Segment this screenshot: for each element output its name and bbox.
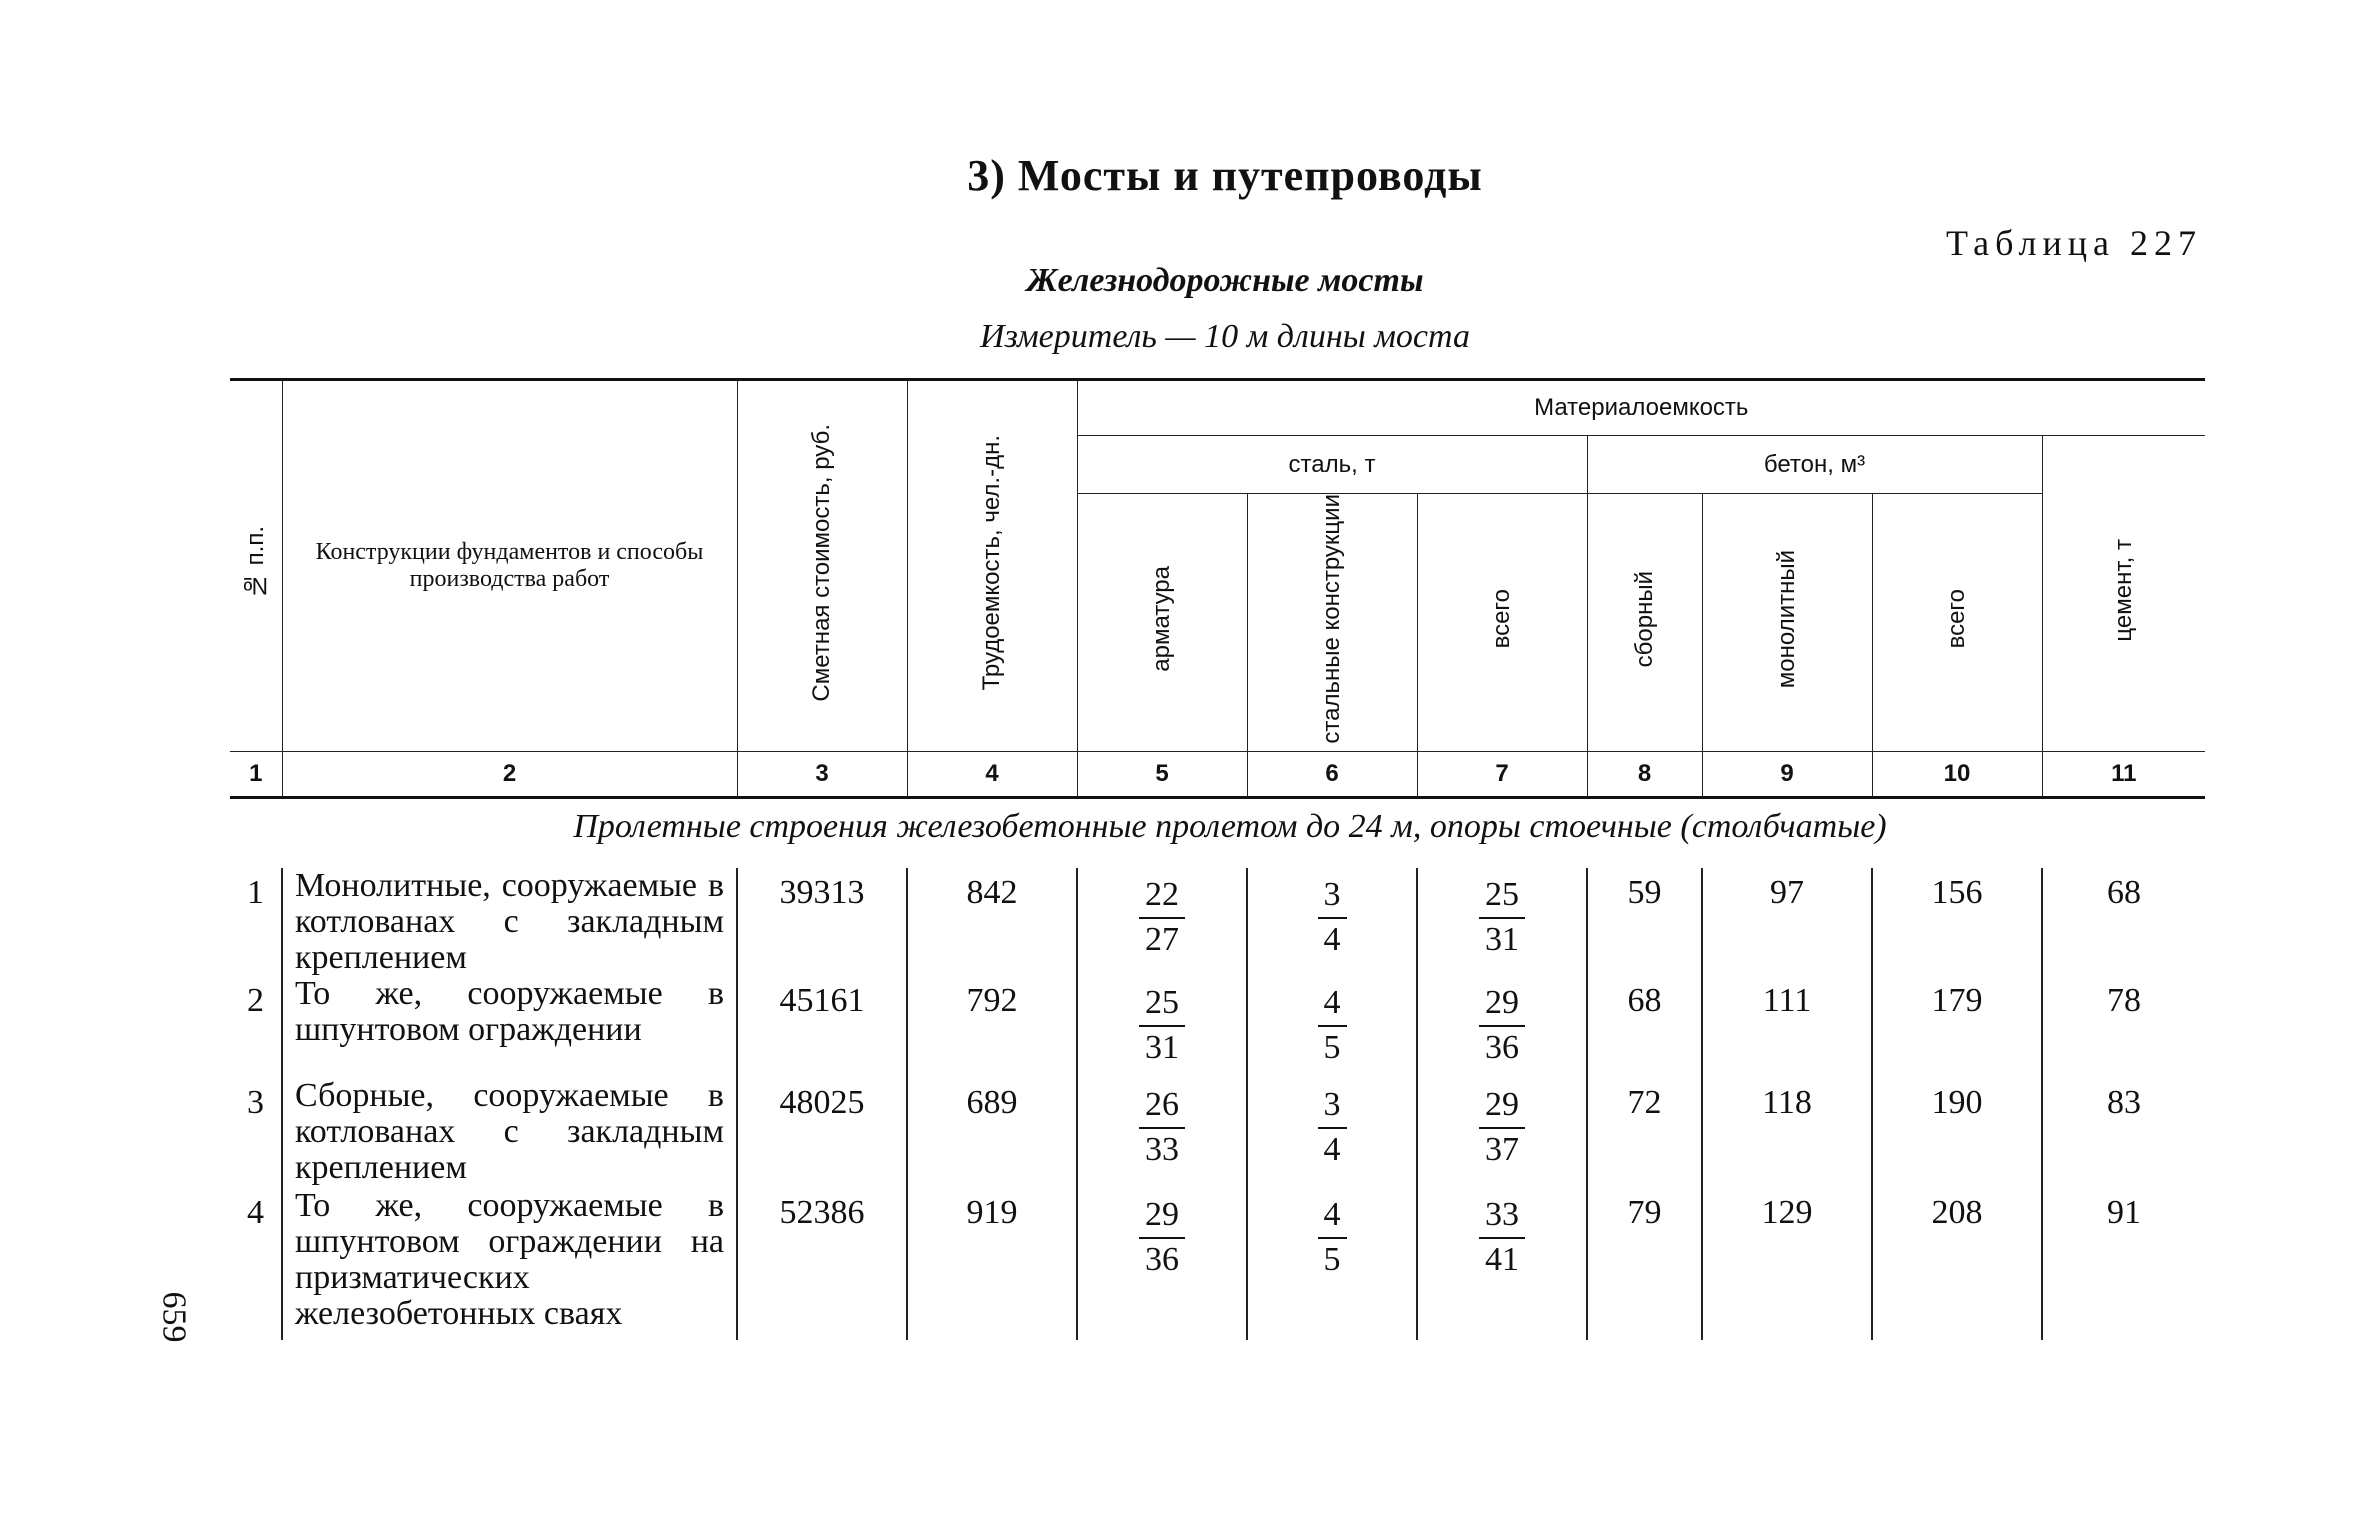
column-number: 11 <box>2042 751 2205 797</box>
monolithic-value: 97 <box>1702 868 1872 976</box>
fraction-denominator: 33 <box>1145 1130 1179 1168</box>
section-title: 3) Мосты и путепроводы <box>967 151 1483 200</box>
header-num: № п.п. <box>230 380 282 752</box>
header-labor: Трудоемкость, чел.-дн. <box>907 380 1077 752</box>
concrete-total-value: 208 <box>1872 1188 2042 1340</box>
header-precast: сборный <box>1587 494 1702 752</box>
labor-value: 919 <box>907 1188 1077 1340</box>
monolithic-value: 118 <box>1702 1078 1872 1188</box>
fraction-denominator: 5 <box>1323 1240 1341 1278</box>
labor-value: 792 <box>907 976 1077 1078</box>
cement-value: 68 <box>2042 868 2205 976</box>
steel-structures-value <box>1247 1188 1417 1340</box>
fraction-numerator: 25 <box>1139 982 1185 1027</box>
cement-value: 91 <box>2042 1188 2205 1340</box>
reinforcement-value <box>1077 976 1247 1078</box>
steel-structures-value <box>1247 868 1417 976</box>
fraction-numerator: 3 <box>1318 874 1347 919</box>
labor-value: 842 <box>907 868 1077 976</box>
fraction-numerator: 29 <box>1479 1084 1525 1129</box>
fraction-denominator: 4 <box>1323 1130 1341 1168</box>
column-number: 6 <box>1247 751 1417 797</box>
labor-value: 689 <box>907 1078 1077 1188</box>
table-row <box>230 976 2205 1078</box>
page-number: 659 <box>155 1291 193 1343</box>
header-cement: цемент, т <box>2042 436 2205 752</box>
fraction-numerator: 29 <box>1139 1194 1185 1239</box>
row-number: 2 <box>247 982 264 1020</box>
table-subtitle: Железнодорожные мосты <box>1026 262 1424 299</box>
steel-total-value <box>1417 868 1587 976</box>
measure-unit: Измеритель — 10 м длины моста <box>980 318 1470 355</box>
steel-total-value <box>1417 976 1587 1078</box>
fraction-denominator: 31 <box>1485 920 1519 958</box>
steel-total-value <box>1417 1188 1587 1340</box>
fraction-denominator: 37 <box>1485 1130 1519 1168</box>
fraction-denominator: 36 <box>1485 1028 1519 1066</box>
header-steel: сталь, т <box>1077 436 1587 494</box>
column-number: 3 <box>737 751 907 797</box>
cement-value: 78 <box>2042 976 2205 1078</box>
precast-value: 59 <box>1587 868 1702 976</box>
steel-structures-value <box>1247 1078 1417 1188</box>
row-number: 4 <box>247 1194 264 1232</box>
fraction-denominator: 31 <box>1145 1028 1179 1066</box>
header-concrete-total: всего <box>1872 494 2042 752</box>
steel-total-value <box>1417 1078 1587 1188</box>
row-description: То же, сооружаемые в шпунтовом ограждении <box>282 976 737 1078</box>
header-steel-total: всего <box>1417 494 1587 752</box>
reinforcement-value <box>1077 1078 1247 1188</box>
column-number: 5 <box>1077 751 1247 797</box>
precast-value: 72 <box>1587 1078 1702 1188</box>
concrete-total-value: 156 <box>1872 868 2042 976</box>
column-number: 7 <box>1417 751 1587 797</box>
row-description: То же, сооружаемые в шпунтовом ограждении на призматических железобетонных сваях <box>282 1188 737 1340</box>
column-number: 8 <box>1587 751 1702 797</box>
cost-value: 48025 <box>737 1078 907 1188</box>
row-description: Монолитные, сооружаемые в котлованах с закладным креплением <box>282 868 737 976</box>
header-materials: Материалоемкость <box>1077 380 2205 436</box>
column-number: 1 <box>230 751 282 797</box>
monolithic-value: 129 <box>1702 1188 1872 1340</box>
fraction-numerator: 22 <box>1139 874 1185 919</box>
concrete-total-value: 190 <box>1872 1078 2042 1188</box>
column-number: 10 <box>1872 751 2042 797</box>
header-table <box>230 378 2205 799</box>
fraction-denominator: 27 <box>1145 920 1179 958</box>
fraction-numerator: 25 <box>1479 874 1525 919</box>
header-monolithic: монолитный <box>1702 494 1872 752</box>
data-table <box>230 868 2205 1340</box>
header-concrete: бетон, м³ <box>1587 436 2042 494</box>
section-heading: Пролетные строения железобетонные пролетом до 24 м, опоры стоечные (столбчатые) <box>573 808 1887 845</box>
header-steel-structures: стальные конструкции <box>1247 494 1417 752</box>
row-number: 1 <box>247 874 264 911</box>
header-cost: Сметная стоимость, руб. <box>737 380 907 752</box>
cost-value: 52386 <box>737 1188 907 1340</box>
table-row <box>230 1188 2205 1340</box>
table-number: Таблица 227 <box>1946 223 2202 263</box>
cost-value: 45161 <box>737 976 907 1078</box>
cement-value: 83 <box>2042 1078 2205 1188</box>
reinforcement-value <box>1077 868 1247 976</box>
fraction-denominator: 5 <box>1323 1028 1341 1066</box>
fraction-denominator: 4 <box>1323 920 1341 958</box>
steel-structures-value <box>1247 976 1417 1078</box>
fraction-numerator: 33 <box>1479 1194 1525 1239</box>
column-number: 4 <box>907 751 1077 797</box>
column-numbers-row <box>230 751 2205 797</box>
table-row <box>230 1078 2205 1188</box>
precast-value: 79 <box>1587 1188 1702 1340</box>
fraction-numerator: 29 <box>1479 982 1525 1027</box>
cost-value: 39313 <box>737 868 907 976</box>
monolithic-value: 111 <box>1702 976 1872 1078</box>
fraction-numerator: 26 <box>1139 1084 1185 1129</box>
fraction-denominator: 36 <box>1145 1240 1179 1278</box>
fraction-denominator: 41 <box>1485 1240 1519 1278</box>
table-row <box>230 868 2205 976</box>
fraction-numerator: 4 <box>1318 1194 1347 1239</box>
row-description: Сборные, сооружаемые в котлованах с закладным креплением <box>282 1078 737 1188</box>
row-number: 3 <box>247 1084 264 1122</box>
precast-value: 68 <box>1587 976 1702 1078</box>
column-number: 9 <box>1702 751 1872 797</box>
header-reinforcement: арматура <box>1077 494 1247 752</box>
fraction-numerator: 4 <box>1318 982 1347 1027</box>
fraction-numerator: 3 <box>1318 1084 1347 1129</box>
concrete-total-value: 179 <box>1872 976 2042 1078</box>
column-number: 2 <box>282 751 737 797</box>
reinforcement-value <box>1077 1188 1247 1340</box>
header-description: Конструкции фундаментов и способы производства работ <box>282 380 737 752</box>
